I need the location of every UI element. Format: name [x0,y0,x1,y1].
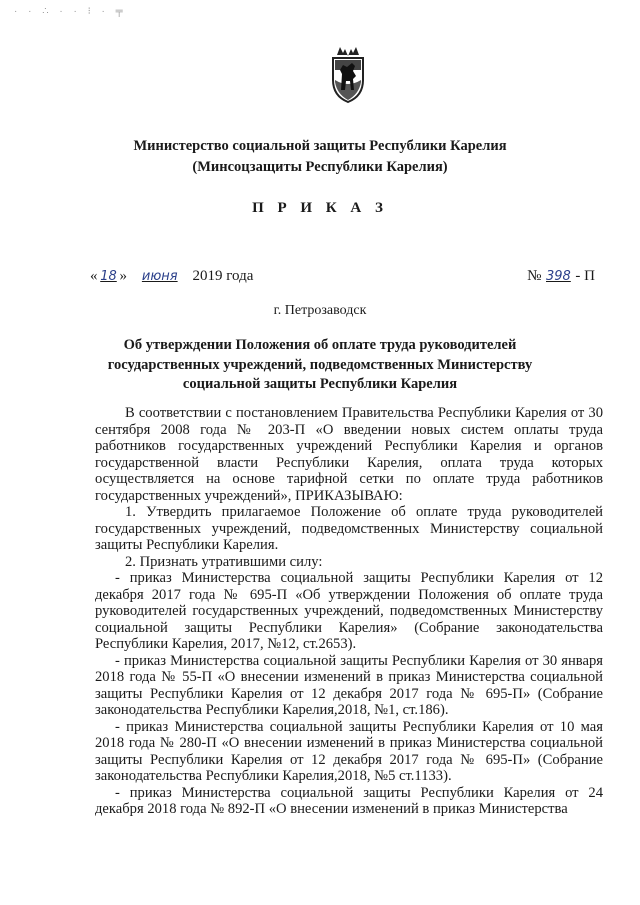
document-heading [60,336,580,395]
number-suffix: - П [575,268,595,284]
ministry-short-name: (Минсоцзащиты Республики Карелия) [192,159,448,175]
ministry-name: Министерство социальной защиты Республики Карелия [133,138,507,154]
date-year: 2019 года [192,268,254,284]
number-value-handwritten: 398 [546,269,571,284]
date-close-quote: » [119,268,127,284]
heading-line: Об утверждении Положения об оплате труда руководителей [123,337,517,353]
order-date [90,268,253,285]
repealed-order-item: - приказ Министерства социальной защиты Республики Карелия от 10 мая 2018 года № 280-П «О внесении изменений в приказ Министерства социальной защиты Республики Карелия от 12 декабря 2017 года № 695-П» (Собрание законодательства Республики Карелия,2018, №5 ст.1133). [95,718,603,784]
repealed-order-item: - приказ Министерства социальной защиты Республики Карелия от 12 декабря 2017 года № 695-П «Об утверждении Положения об оплате труда руководителей государственных учреждений, подведомственных Министерству социальной защиты Республики Карелия» (Собрание законодательства Республики Карелия, 2017, №12, ст.2653). [95,570,603,652]
number-prefix: № [527,268,542,284]
date-month-handwritten: июня [141,269,178,284]
heading-line: государственных учреждений, подведомственных Министерству [107,356,533,373]
item-2-paragraph: 2. Признать утратившими силу: [125,553,323,570]
date-open-quote: « [90,268,98,284]
order-number [527,268,595,285]
repealed-order-item: - приказ Министерства социальной защиты Республики Карелия от 24 декабря 2018 года № 892-П «О внесении изменений в приказ Министерства [95,784,603,817]
karelia-coat-of-arms-icon [329,46,367,104]
item-1-paragraph: 1. Утвердить прилагаемое Положение об оплате труда руководителей государственных учреждений, подведомственных Министерству социальной защиты Республики Карелия. [95,504,603,553]
order-title: П Р И К А З [252,200,388,216]
heading-line: социальной защиты Республики Карелия [182,376,458,392]
scan-artifact-marks: · · ∴ · · ⁝ · ╤ [14,6,127,17]
repealed-order-item: - приказ Министерства социальной защиты Республики Карелия от 30 января 2018 года № 55-П «О внесении изменений в приказ Министерства социальной защиты Республики Карелия от 12 декабря 2017 года № 695-П» (Собрание законодательства Республики Карелия,2018, №1, ст.186). [95,652,603,718]
preamble-paragraph: В соответствии с постановлением Правительства Республики Карелия от 30 сентября 2008 года № 203-П «О введении новых систем оплаты труда работников государственных учреждений Республики Карелия и органов государственной власти Республики Карелия, оплата труда которых осуществляется на основе тарифной сетки по оплате труда работников государственных учреждений», ПРИКАЗЫВАЮ: [95,405,603,504]
city: г. Петрозаводск [273,303,367,318]
date-day-handwritten: 18 [100,269,117,284]
document-body [95,405,603,818]
